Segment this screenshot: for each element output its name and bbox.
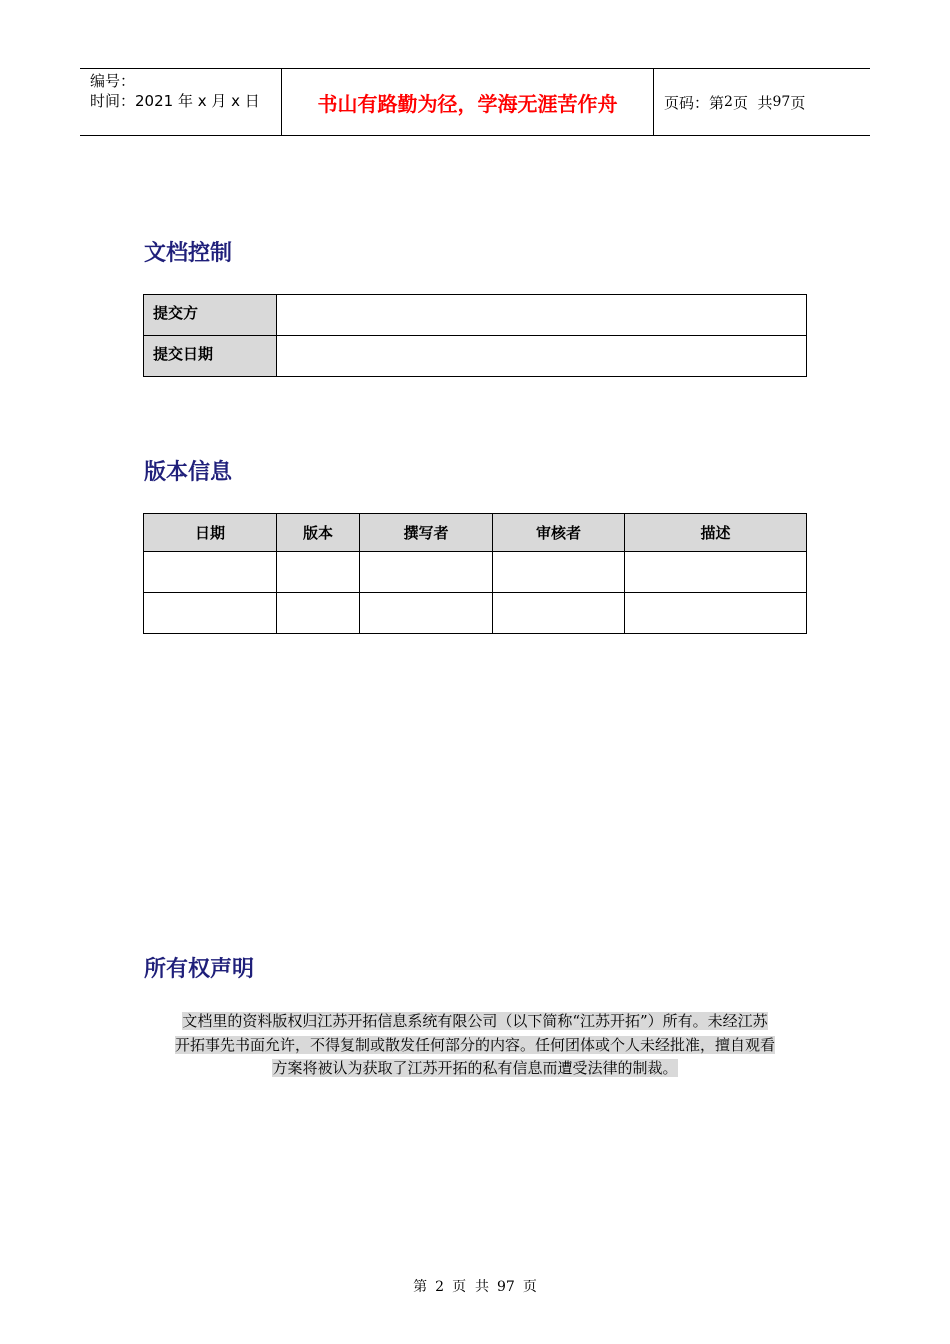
table-cell[interactable] — [493, 593, 625, 634]
header-page-current: 2 — [724, 94, 733, 110]
ownership-line-1: 文档里的资料版权归江苏开拓信息系统有限公司（以下简称“江苏开拓”）所有。未经江苏 — [182, 1012, 768, 1030]
header-page-number — [654, 69, 870, 135]
header-page-prefix: 页码：第 — [664, 93, 725, 112]
table-cell[interactable] — [493, 552, 625, 593]
footer-total: 97 — [497, 1279, 515, 1295]
header-number-label: 编号： — [90, 72, 136, 90]
doc-control-value[interactable] — [277, 295, 807, 336]
header-page-suffix: 页 — [790, 93, 806, 112]
column-header-reviewer: 审核者 — [493, 514, 625, 552]
table-cell[interactable] — [277, 593, 360, 634]
version-info-table — [143, 513, 807, 634]
table-cell[interactable] — [360, 593, 493, 634]
page-footer — [0, 1276, 950, 1296]
doc-control-title: 文档控制 — [144, 241, 233, 266]
header-meta — [80, 69, 281, 135]
version-info-title: 版本信息 — [144, 460, 233, 485]
table-cell[interactable] — [625, 552, 807, 593]
table-cell[interactable] — [360, 552, 493, 593]
footer-prefix: 第 — [413, 1279, 428, 1295]
doc-control-label: 提交方 — [144, 295, 277, 336]
table-row — [144, 295, 807, 336]
table-cell[interactable] — [144, 593, 277, 634]
column-header-description: 描述 — [625, 514, 807, 552]
footer-middle: 页 共 — [452, 1279, 489, 1295]
doc-control-value[interactable] — [277, 336, 807, 377]
ownership-statement — [144, 1010, 806, 1081]
table-row — [144, 336, 807, 377]
table-cell[interactable] — [625, 593, 807, 634]
header-page-middle: 页 共 — [732, 93, 773, 112]
footer-current: 2 — [435, 1279, 445, 1295]
table-cell[interactable] — [144, 552, 277, 593]
column-header-date: 日期 — [144, 514, 277, 552]
header-page-total: 97 — [772, 94, 791, 110]
doc-control-label: 提交日期 — [144, 336, 277, 377]
header-time-label: 时间：2021 年 x 月 x 日 — [90, 92, 260, 110]
table-cell[interactable] — [277, 552, 360, 593]
table-row — [144, 552, 807, 593]
column-header-version: 版本 — [277, 514, 360, 552]
column-header-author: 撰写者 — [360, 514, 493, 552]
ownership-line-2: 开拓事先书面允许，不得复制或散发任何部分的内容。任何团体或个人未经批准，擅自观看 — [174, 1035, 775, 1054]
table-row — [144, 593, 807, 634]
table-header-row — [144, 514, 807, 552]
doc-control-table — [143, 294, 807, 377]
ownership-line-3: 方案将被认为获取了江苏开拓的私有信息而遭受法律的制裁。 — [272, 1059, 678, 1077]
header-motto: 书山有路勤为径，学海无涯苦作舟 — [281, 69, 654, 135]
footer-suffix: 页 — [522, 1279, 537, 1295]
ownership-title: 所有权声明 — [144, 957, 255, 982]
page-header — [80, 68, 870, 136]
